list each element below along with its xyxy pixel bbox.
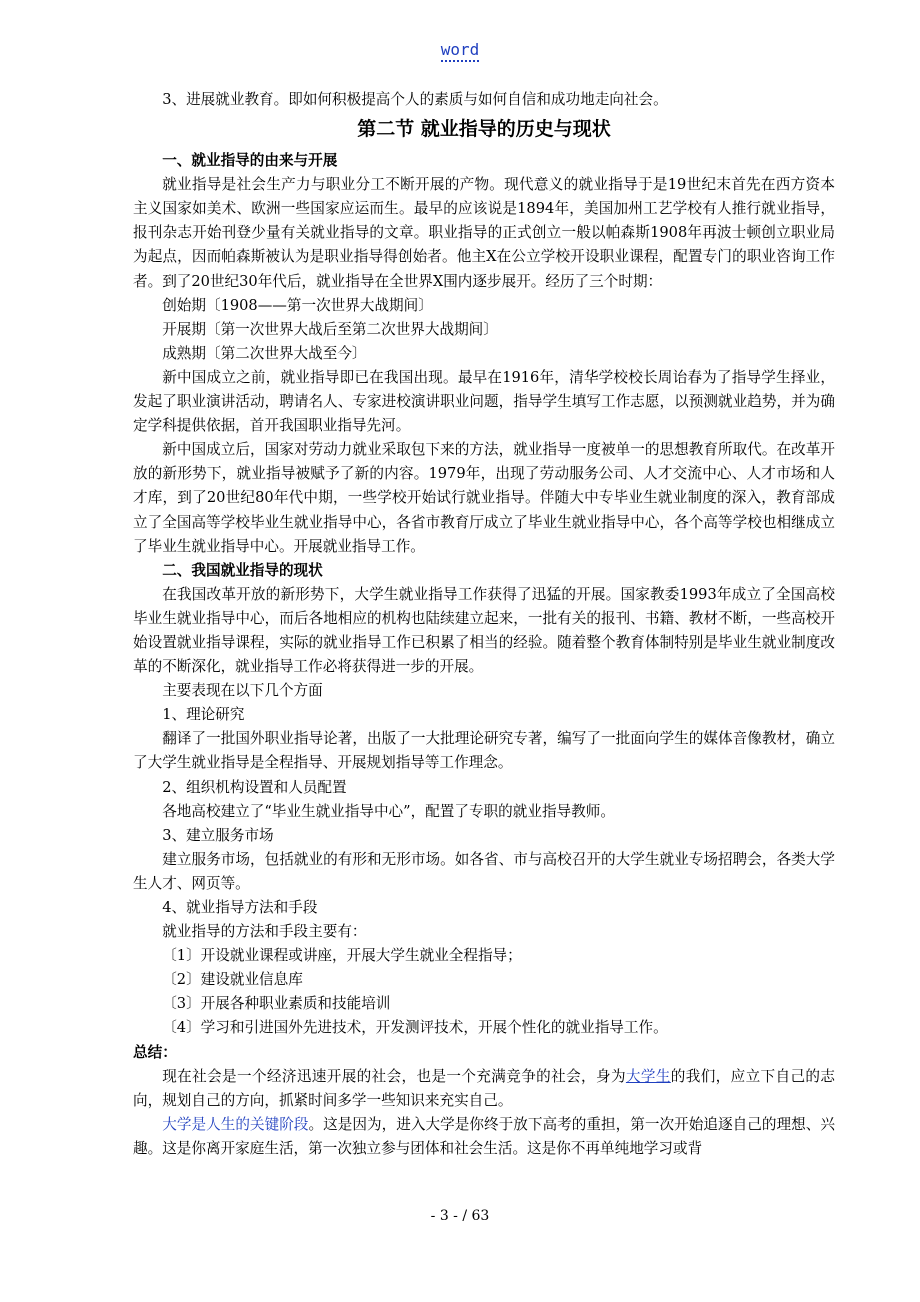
part2-intro: 主要表现在以下几个方面 (162, 682, 323, 700)
part1-heading: 一、就业指导的由来与开展 (162, 152, 338, 170)
item-body: 各地高校建立了“毕业生就业指导中心”，配置了专职的就业指导教师。 (162, 802, 615, 820)
page-header (0, 40, 920, 59)
item-title: 2、组织机构设置和人员配置 (162, 778, 347, 796)
summary-text: 现在社会是一个经济迅速开展的社会，也是一个充满竞争的社会，身为 (162, 1067, 626, 1085)
method-item: 〔2〕建设就业信息库 (162, 971, 303, 989)
period-item: 开展期〔第一次世界大战后至第二次世界大战期间〕 (162, 320, 498, 338)
page-number: - 3 - / 63 (430, 1208, 490, 1224)
item-title: 4、就业指导方法和手段 (162, 899, 318, 916)
period-item: 创始期〔1908——第一次世界大战期间〕 (162, 296, 433, 314)
part1-paragraph: 就业指导是社会生产力与职业分工不断开展的产物。现代意义的就业指导于是19世纪末首先在西方资本主义国家如美术、欧洲一些国家应运而生。最早的应该说是1894年，美国加州工艺学校有人推行就业指导，报刊杂志开始刊登少量有关就业指导的文章。职业指导的正式创立一般以帕森斯1908年再波士顿创立职业局为起点，因而帕森斯被认为是职业指导得创始者。他主X在公立学校开设职业课程，配置专门的职业咨询工作者。到了20世纪30年代后，就业指导在全世界X围内逐步展开。经历了三个时期： (133, 176, 835, 290)
document-body (133, 88, 835, 1161)
item-body: 建立服务市场，包括就业的有形和无形市场。如各省、市与高校召开的大学生就业专场招聘会，各类大学生人才、网页等。 (133, 850, 835, 892)
part2-paragraph: 在我国改革开放的新形势下，大学生就业指导工作获得了迅猛的开展。国家教委1993年成立了全国高校毕业生就业指导中心，而后各地相应的机构也陆续建立起来，一批有关的报刊、书籍、教材不断，一些高校开始设置就业指导课程，实际的就业指导工作已积累了相当的经验。随着整个教育体制特别是毕业生就业制度改革的不断深化，就业指导工作必将获得进一步的开展。 (133, 585, 835, 676)
part1-paragraph: 新中国成立之前，就业指导即已在我国出现。最早在1916年，清华学校校长周诒春为了指导学生择业，发起了职业演讲活动，聘请名人、专家进校演讲职业问题，指导学生填写工作志愿，以预测就业趋势，并为确定学科提供依据，首开我国职业指导先河。 (133, 368, 835, 435)
word-link[interactable]: word (441, 40, 480, 62)
method-item: 〔3〕开展各种职业素质和技能培训 (162, 995, 391, 1013)
intro-item: 3、进展就业教育。即如何积极提高个人的素质与如何自信和成功地走向社会。 (162, 91, 668, 108)
item-body: 就业指导的方法和手段主要有： (162, 923, 367, 941)
summary-heading: 总结： (133, 1043, 177, 1061)
method-item: 〔4〕学习和引进国外先进技术，开发测评技术，开展个性化的就业指导工作。 (162, 1019, 668, 1037)
item-title: 1、理论研究 (162, 706, 245, 724)
college-student-link[interactable]: 大学生 (625, 1067, 671, 1085)
method-item: 〔1〕开设就业课程或讲座，开展大学生就业全程指导； (162, 947, 522, 965)
item-body: 翻译了一批国外职业指导论著，出版了一大批理论研究专著，编写了一批面向学生的媒体音像教材，确立了大学生就业指导是全程指导、开展规划指导等工作理念。 (133, 730, 835, 772)
key-stage-link[interactable]: 大学是人生的关键阶段 (162, 1115, 309, 1133)
item-title: 3、建立服务市场 (162, 826, 274, 844)
summary-text: 。这是因为，进入大学是你终于放下高考的重担，第一次开始追逐自己的理想、兴趣。这是你离开家庭生活，第一次独立参与团体和社会生活。这是你不再单纯地学习或背 (133, 1115, 835, 1157)
section-title: 第二节 就业指导的历史与现状 (357, 118, 611, 141)
summary-paragraph (133, 1113, 835, 1161)
period-item: 成熟期〔第二次世界大战至今〕 (162, 344, 367, 362)
summary-paragraph (133, 1065, 835, 1113)
part1-paragraph: 新中国成立后，国家对劳动力就业采取包下来的方法，就业指导一度被单一的思想教育所取代。在改革开放的新形势下，就业指导被赋予了新的内容。1979年，出现了劳动服务公司、人才交流中心、人才市场和人才库，到了20世纪80年代中期，一些学校开始试行就业指导。伴随大中专毕业生就业制度的深入，教育部成立了全国高等学校毕业生就业指导中心，各省市教育厅成立了毕业生就业指导中心，各个高等学校也相继成立了毕业生就业指导中心。开展就业指导工作。 (133, 441, 835, 555)
summary-text: 的我们，应立下自己的志向，规划自己的方向，抓紧时间多学一些知识来充实自己。 (133, 1067, 835, 1109)
part2-heading: 二、我国就业指导的现状 (162, 561, 323, 579)
